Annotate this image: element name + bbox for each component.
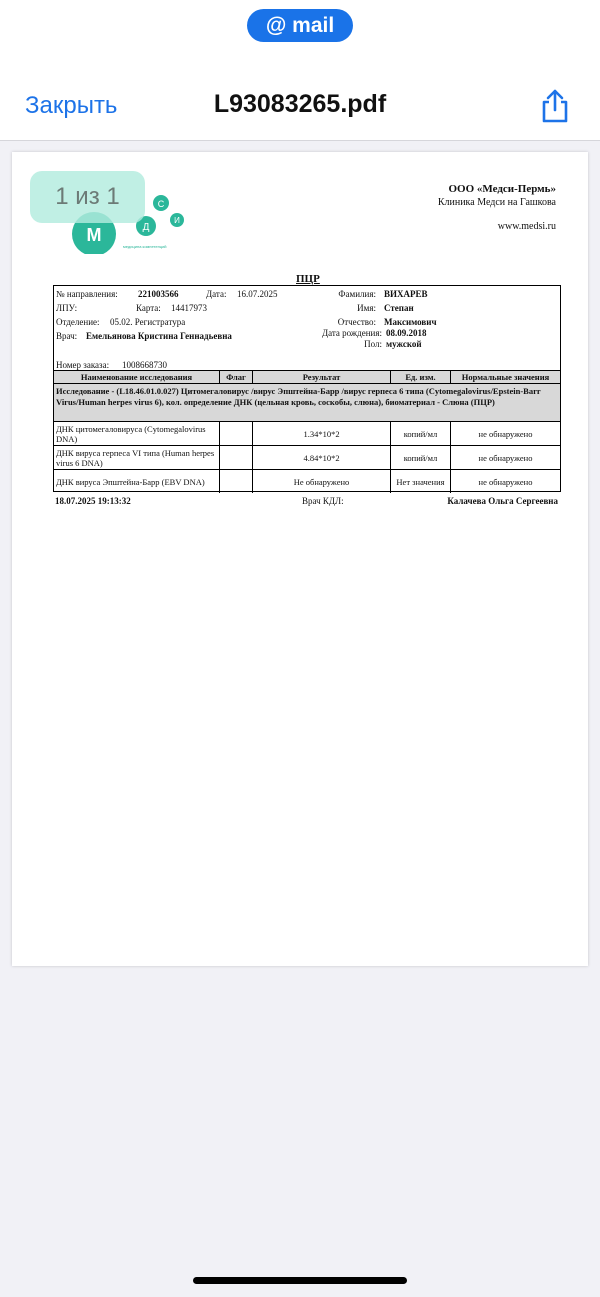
test-result: 4.84*10*2 <box>253 446 391 469</box>
sex: мужской <box>386 339 422 349</box>
test-name: ДНК вируса герпеса VI типа (Human herpes virus 6 DNA) <box>54 446 220 469</box>
test-name: ДНК вируса Эпштейна-Барр (EBV DNA) <box>54 470 220 493</box>
col-norm: Нормальные значения <box>461 372 550 382</box>
test-result: 1.34*10*2 <box>253 422 391 445</box>
share-icon[interactable] <box>537 88 573 124</box>
study-group-title: Исследование - (L18.46.01.0.027) Цитомегаловирус /вирус Эпштейна-Барр /вирус герпеса 6 типа (Cytomegalovirus/Epstein-Barr Virus/Human herpes virus 6), кол. определение ДНК (цельная кровь, соскобы, слюна), биоматериал - Слюна (ПЦР) <box>56 386 541 407</box>
home-indicator[interactable] <box>193 1277 407 1284</box>
order-number: 1008668730 <box>122 360 167 370</box>
clinic-name: Клиника Медси на Гашкова <box>437 197 556 208</box>
name-label: Имя: <box>357 303 376 313</box>
test-norm: не обнаружено <box>478 452 533 463</box>
referral-label: № направления: <box>56 289 118 299</box>
logo-tagline: медицина компетенций <box>123 244 167 249</box>
col-flag: Флаг <box>220 371 253 384</box>
test-flag <box>220 470 253 493</box>
website[interactable]: www.medsi.ru <box>497 221 556 232</box>
date-label: Дата: <box>206 289 227 299</box>
kdl-doctor-name: Калачева Ольга Сергеевна <box>447 496 558 506</box>
test-unit: копий/мл <box>391 422 451 445</box>
results-box <box>53 285 561 492</box>
referral-number: 221003566 <box>138 289 179 299</box>
col-result: Результат <box>253 371 391 384</box>
study-group-row <box>54 384 560 422</box>
org-name: ООО «Медси-Пермь» <box>448 183 556 195</box>
birth-label: Дата рождения: <box>321 328 382 338</box>
department: 05.02. Регистратура <box>110 317 186 327</box>
kdl-doctor-label: Врач КДЛ: <box>302 496 344 506</box>
table-row <box>54 470 560 494</box>
logo-letter-s: С <box>157 199 165 209</box>
col-test-name: Наименование исследования <box>54 371 220 384</box>
test-unit: Нет значения <box>391 470 451 493</box>
logo-letter-d: Д <box>142 222 150 233</box>
table-row <box>54 446 560 470</box>
mail-app-pill[interactable] <box>247 9 353 42</box>
test-result: Не обнаружено <box>253 470 391 493</box>
mail-label: mail <box>292 13 335 37</box>
test-name: ДНК цитомегаловируса (Cytomegalovirus DNA) <box>54 422 220 445</box>
test-norm: не обнаружено <box>478 428 533 439</box>
page-indicator: 1 из 1 <box>30 171 145 223</box>
card-number: 14417973 <box>171 303 207 313</box>
doctor-label: Врач: <box>56 331 78 341</box>
at-icon: @ <box>265 13 293 37</box>
test-flag <box>220 422 253 445</box>
close-button[interactable]: Закрыть <box>25 92 118 119</box>
patronymic-label: Отчество: <box>337 317 376 327</box>
top-bar <box>0 0 600 141</box>
test-unit: копий/мл <box>391 446 451 469</box>
surname-label: Фамилия: <box>338 289 376 299</box>
sex-label: Пол: <box>364 339 382 349</box>
table-header <box>54 370 560 384</box>
patronymic: Максимович <box>384 317 437 327</box>
pdf-page[interactable] <box>12 152 588 966</box>
logo-letter-m: М <box>86 225 102 245</box>
report-title: ПЦР <box>296 273 320 285</box>
col-unit: Ед. изм. <box>391 371 451 384</box>
test-flag <box>220 446 253 469</box>
logo-letter-i: И <box>174 216 180 225</box>
birth-date: 08.09.2018 <box>386 328 427 338</box>
lpu-label: ЛПУ: <box>56 303 78 313</box>
signed-datetime: 18.07.2025 19:13:32 <box>55 496 131 506</box>
referral-date: 16.07.2025 <box>237 289 278 299</box>
lab-report <box>12 152 588 966</box>
surname: ВИХАРЕВ <box>384 289 428 299</box>
order-label: Номер заказа: <box>56 360 110 370</box>
table-row <box>54 422 560 446</box>
test-norm: не обнаружено <box>478 476 533 487</box>
file-name: L93083265.pdf <box>213 90 387 118</box>
department-label: Отделение: <box>56 317 100 327</box>
doctor-name: Емельянова Кристина Геннадьевна <box>86 331 232 341</box>
first-name: Степан <box>384 303 414 313</box>
card-label: Карта: <box>136 303 161 313</box>
